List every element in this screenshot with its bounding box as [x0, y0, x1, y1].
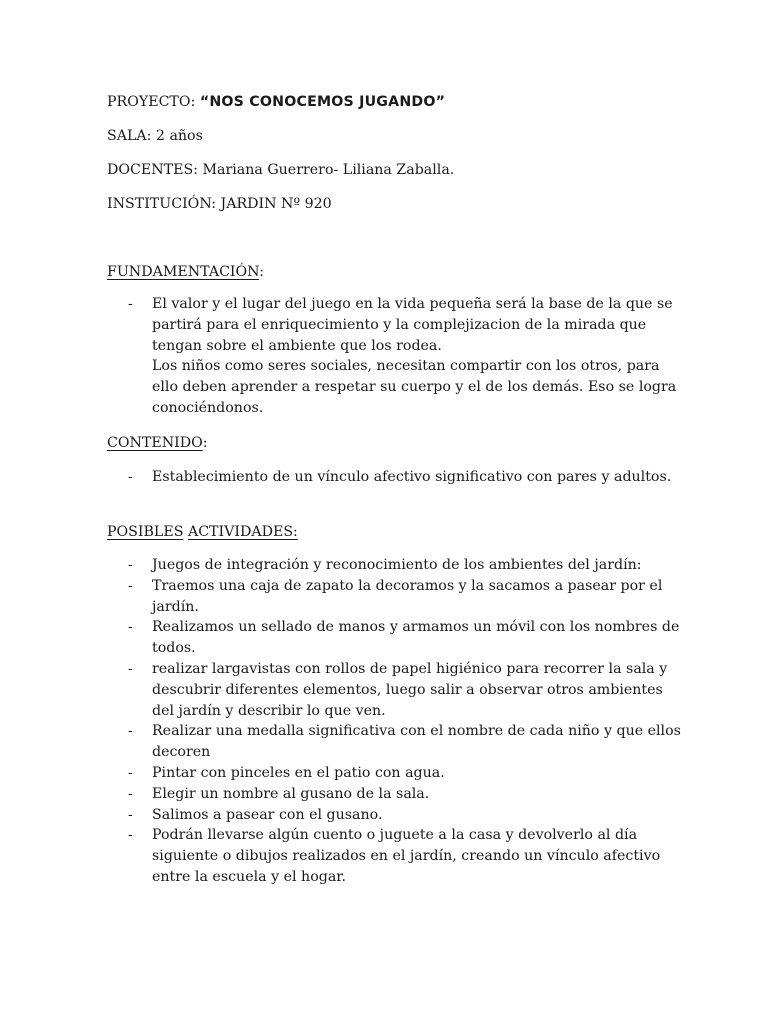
bullet-dash: -: [128, 469, 133, 485]
fundamentacion-paragraph: Los niños como seres sociales, necesitan compartir con los otros, para ello deben aprender a respetar su cuerpo y el de los demás. Eso se logra conociéndonos.: [152, 358, 677, 416]
bullet-dash: -: [128, 577, 133, 594]
proyecto-line: [107, 92, 445, 112]
actividad-text: Salimos a pasear con el gusano.: [152, 806, 383, 823]
actividades-heading: [107, 522, 298, 542]
bullet-dash: -: [128, 619, 133, 636]
fundamentacion-heading-suffix: :: [259, 264, 264, 280]
list-item: [128, 467, 688, 488]
bullet-dash: -: [128, 296, 133, 312]
contenido-heading: [107, 433, 208, 453]
contenido-list: [128, 467, 688, 488]
proyecto-title: “NOS CONOCEMOS JUGANDO”: [199, 94, 446, 110]
actividad-text: Elegir un nombre al gusano de la sala.: [152, 785, 430, 802]
list-item: [128, 784, 688, 805]
bullet-dash: -: [128, 827, 133, 844]
list-item: [128, 294, 688, 419]
fundamentacion-paragraph: El valor y el lugar del juego en la vida pequeña será la base de la que se partirá para el enriquecimiento y la complejizacion de la mirada que tengan sobre el ambiente que los rodea.: [152, 296, 673, 354]
actividades-heading-word1: POSIBLES: [107, 524, 184, 540]
bullet-dash: -: [128, 806, 133, 823]
actividad-text: Realizamos un sellado de manos y armamos un móvil con los nombres de todos.: [152, 619, 680, 657]
bullet-dash: -: [128, 723, 133, 740]
actividad-text: Podrán llevarse algún cuento o juguete a la casa y devolverlo al día siguiente o dibujos realizados en el jardín, creando un vínculo afectivo entre la escuela y el hogar.: [152, 827, 661, 885]
contenido-heading-text: CONTENIDO: [107, 435, 203, 451]
fundamentacion-heading-text: FUNDAMENTACIÓN: [107, 264, 260, 280]
bullet-dash: -: [128, 557, 133, 573]
list-item: [128, 763, 688, 784]
list-item: [128, 576, 688, 618]
institucion-line: INSTITUCIÓN: JARDIN Nº 920: [107, 196, 332, 212]
actividad-text: Pintar con pinceles en el patio con agua.: [152, 764, 445, 781]
actividad-text: Realizar una medalla significativa con el nombre de cada niño y que ellos decoren: [152, 723, 681, 761]
bullet-dash: -: [128, 764, 133, 781]
list-item: [128, 721, 688, 763]
list-item: [128, 617, 688, 659]
actividad-text: Juegos de integración y reconocimiento de los ambientes del jardín:: [152, 557, 642, 573]
list-item: [128, 805, 688, 826]
contenido-item-text: Establecimiento de un vínculo afectivo significativo con pares y adultos.: [152, 469, 672, 485]
actividad-text: realizar largavistas con rollos de papel higiénico para recorrer la sala y descubrir diferentes elementos, luego salir a observar otros ambientes del jardín y describir lo que ven.: [152, 660, 668, 719]
fundamentacion-list: [128, 294, 688, 419]
actividades-heading-word2: ACTIVIDADES:: [187, 524, 298, 540]
actividad-text: Traemos una caja de zapato la decoramos y la sacamos a pasear por el jardín.: [152, 577, 663, 615]
contenido-heading-suffix: :: [202, 435, 208, 451]
actividades-list: [128, 555, 688, 888]
docentes-line: DOCENTES: Mariana Guerrero- Liliana Zaballa.: [107, 162, 455, 178]
list-item: [128, 825, 688, 887]
bullet-dash: -: [128, 660, 133, 677]
list-item: [128, 555, 688, 576]
sala-line: SALA: 2 años: [107, 128, 203, 144]
bullet-dash: -: [128, 785, 133, 802]
fundamentacion-heading: [107, 262, 264, 282]
list-item: [128, 659, 688, 721]
proyecto-label: PROYECTO:: [107, 94, 200, 110]
